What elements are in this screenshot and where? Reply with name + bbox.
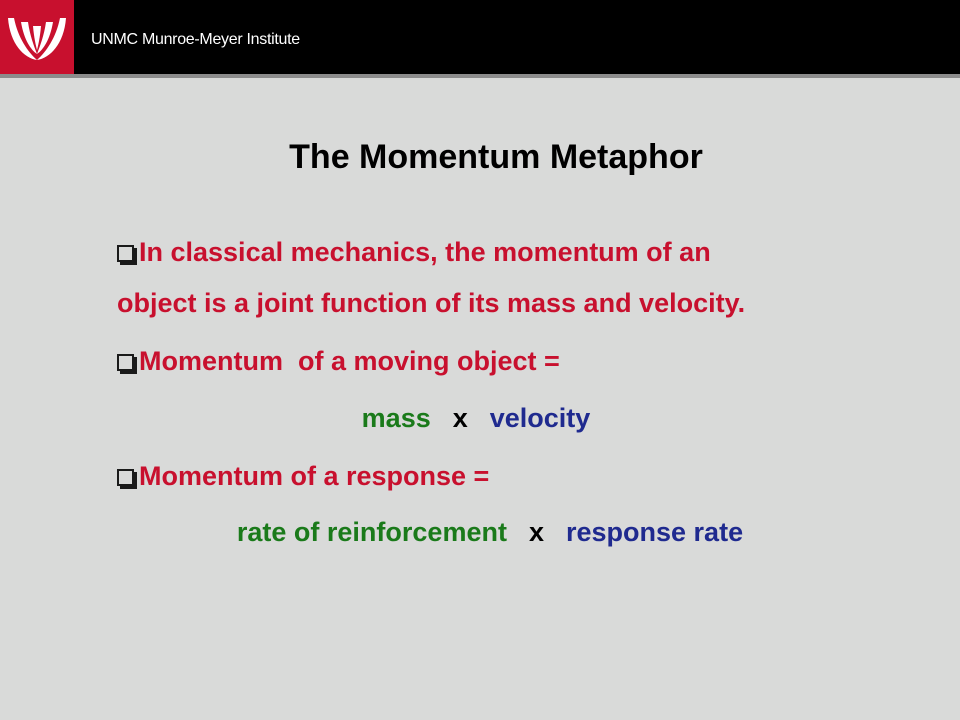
formula-2-operator: x	[528, 517, 544, 547]
bullet-1-line-1	[117, 236, 711, 268]
formula-1-operator: x	[452, 403, 468, 433]
bullet-1-text: In classical mechanics, the momentum of an	[139, 237, 711, 267]
org-name: UNMC Munroe-Meyer Institute	[91, 31, 300, 48]
bullet-2-text: Momentum of a moving object =	[139, 346, 560, 376]
formula-1	[0, 402, 952, 434]
formula-2-term-1: rate of reinforcement	[236, 517, 507, 547]
formula-1-term-2: velocity	[489, 403, 591, 433]
formula-1-term-1: mass	[361, 403, 431, 433]
formula-2-term-2: response rate	[566, 517, 744, 547]
checkbox-bullet-icon	[117, 245, 134, 262]
formula-2	[0, 516, 960, 548]
unmc-logo	[0, 0, 74, 74]
checkbox-bullet-icon	[117, 354, 134, 371]
bullet-3-text: Momentum of a response =	[139, 461, 490, 491]
bullet-2	[117, 345, 560, 377]
header-divider	[0, 74, 960, 78]
slide-title: The Momentum Metaphor	[289, 138, 703, 176]
bullet-3	[117, 460, 489, 492]
unmc-logo-icon	[0, 0, 74, 74]
bullet-1-line-2: object is a joint function of its mass and velocity.	[117, 288, 746, 318]
checkbox-bullet-icon	[117, 469, 134, 486]
